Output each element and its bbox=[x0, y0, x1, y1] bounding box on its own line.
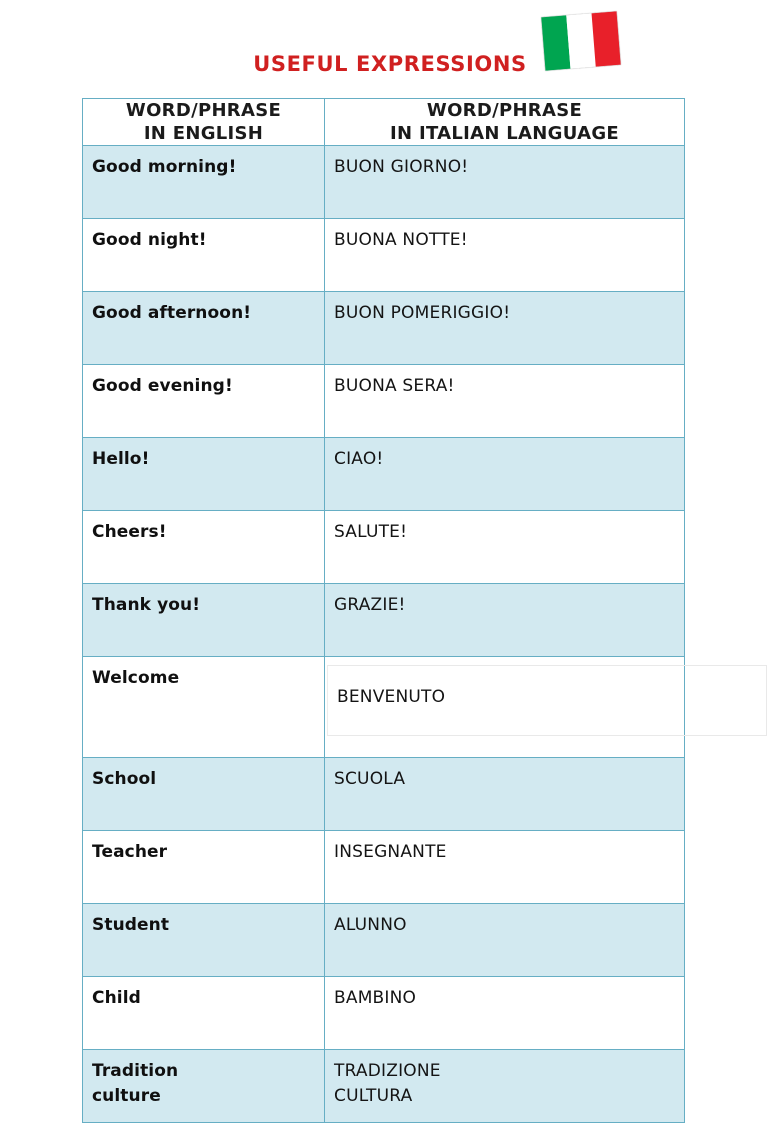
table-row bbox=[83, 219, 685, 292]
cell-english: Welcome bbox=[83, 657, 325, 758]
column-header-english bbox=[83, 99, 325, 146]
column-header-english-line2: IN ENGLISH bbox=[143, 123, 264, 145]
cell-italian-line2: CULTURA bbox=[334, 1085, 413, 1106]
cell-english: Good night! bbox=[83, 219, 325, 292]
cell-italian: ALUNNO bbox=[325, 904, 685, 977]
table-header-row bbox=[83, 99, 685, 146]
cell-english-line1: Tradition bbox=[92, 1061, 179, 1082]
table-row bbox=[83, 977, 685, 1050]
column-header-italian bbox=[325, 99, 685, 146]
cell-italian: BAMBINO bbox=[325, 977, 685, 1050]
column-header-english-line1: WORD/PHRASE bbox=[125, 100, 282, 121]
cell-english: Good evening! bbox=[83, 365, 325, 438]
expressions-table bbox=[82, 98, 685, 1123]
cell-english: Teacher bbox=[83, 831, 325, 904]
cell-italian: BUONA SERA! bbox=[325, 365, 685, 438]
cell-italian: CIAO! bbox=[325, 438, 685, 511]
page-title bbox=[0, 52, 768, 76]
cell-italian: BUONA NOTTE! bbox=[325, 219, 685, 292]
cell-italian: BUON POMERIGGIO! bbox=[325, 292, 685, 365]
table-row bbox=[83, 904, 685, 977]
cell-english: Hello! bbox=[83, 438, 325, 511]
cell-english: Student bbox=[83, 904, 325, 977]
cell-italian: BUON GIORNO! bbox=[325, 146, 685, 219]
cell-english-line2: culture bbox=[92, 1085, 161, 1106]
table-row bbox=[83, 1050, 685, 1123]
column-header-italian-line2: IN ITALIAN LANGUAGE bbox=[390, 123, 619, 145]
table-row bbox=[83, 438, 685, 511]
cell-english bbox=[83, 1050, 325, 1123]
cell-english: Cheers! bbox=[83, 511, 325, 584]
cell-italian: INSEGNANTE bbox=[325, 831, 685, 904]
cell-english: Good morning! bbox=[83, 146, 325, 219]
cell-italian bbox=[325, 657, 685, 758]
table-row bbox=[83, 657, 685, 758]
table-row bbox=[83, 511, 685, 584]
table-row bbox=[83, 584, 685, 657]
cell-english: Thank you! bbox=[83, 584, 325, 657]
cell-english: School bbox=[83, 758, 325, 831]
table-row bbox=[83, 831, 685, 904]
table-row bbox=[83, 758, 685, 831]
cell-italian-line1: TRADIZIONE bbox=[334, 1061, 441, 1082]
table-row bbox=[83, 146, 685, 219]
cell-english: Good afternoon! bbox=[83, 292, 325, 365]
table-row bbox=[83, 292, 685, 365]
cell-italian: GRAZIE! bbox=[325, 584, 685, 657]
cell-italian: SALUTE! bbox=[325, 511, 685, 584]
cell-italian bbox=[325, 1050, 685, 1123]
cell-italian-text: BENVENUTO bbox=[337, 687, 446, 708]
page-title-text: USEFUL EXPRESSIONS bbox=[253, 52, 527, 76]
cell-italian: SCUOLA bbox=[325, 758, 685, 831]
cell-english: Child bbox=[83, 977, 325, 1050]
table-row bbox=[83, 365, 685, 438]
column-header-italian-line1: WORD/PHRASE bbox=[426, 100, 583, 121]
